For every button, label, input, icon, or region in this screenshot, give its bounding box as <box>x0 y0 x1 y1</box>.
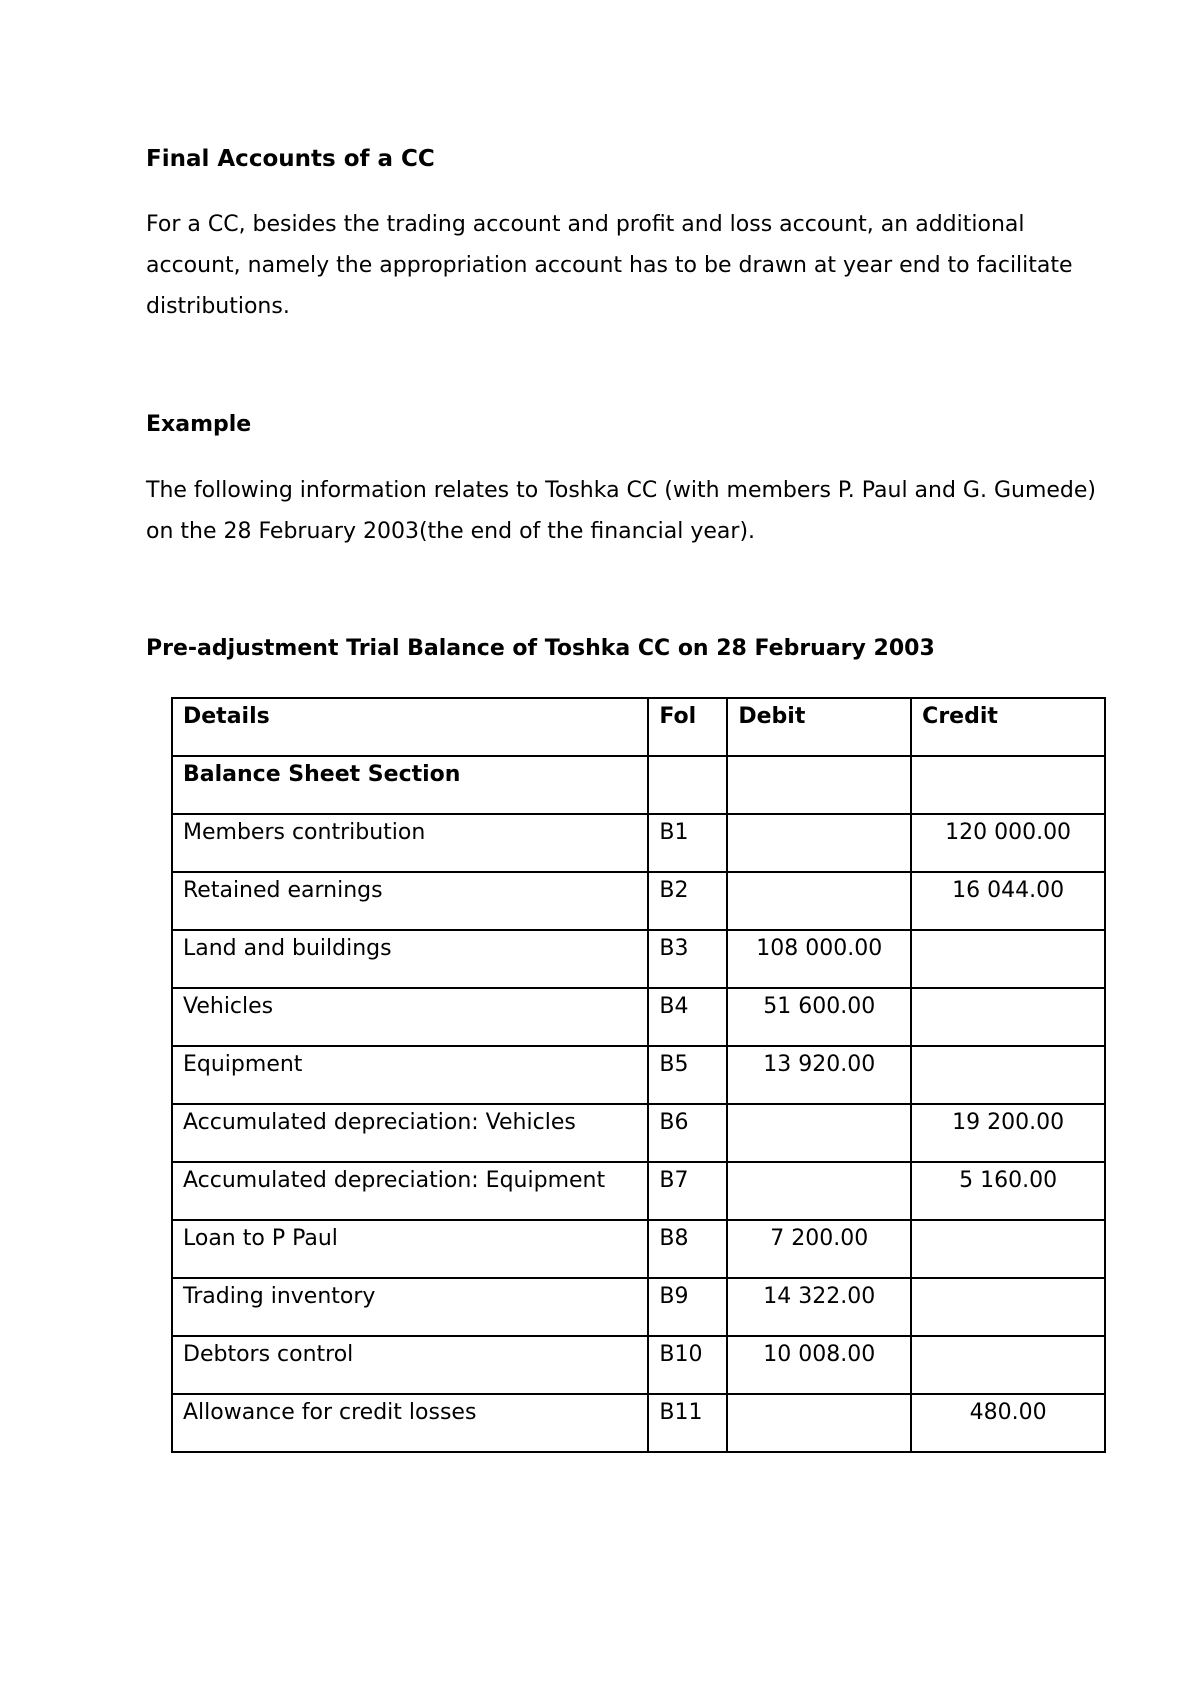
table-row <box>172 930 1105 988</box>
cell-credit <box>911 988 1105 1046</box>
cell-debit: 51 600.00 <box>727 988 911 1046</box>
cell-details: Accumulated depreciation: Vehicles <box>172 1104 648 1162</box>
cell-credit: 120 000.00 <box>911 814 1105 872</box>
cell-details: Debtors control <box>172 1336 648 1394</box>
cell-debit: 10 008.00 <box>727 1336 911 1394</box>
section-debit <box>727 756 911 814</box>
example-paragraph: The following information relates to Toshka CC (with members P. Paul and G. Gumede) on the 28 February 2003(the end of the financial year). <box>146 478 1097 544</box>
cell-details: Equipment <box>172 1046 648 1104</box>
cell-fol: B7 <box>648 1162 727 1220</box>
cell-credit: 480.00 <box>911 1394 1105 1452</box>
header-debit: Debit <box>727 698 911 756</box>
table-row <box>172 1394 1105 1452</box>
cell-fol: B8 <box>648 1220 727 1278</box>
table-row <box>172 1162 1105 1220</box>
table-title: Pre-adjustment Trial Balance of Toshka CC on 28 February 2003 <box>146 636 935 661</box>
cell-credit <box>911 1046 1105 1104</box>
section-credit <box>911 756 1105 814</box>
cell-credit <box>911 1220 1105 1278</box>
cell-credit <box>911 1336 1105 1394</box>
cell-fol: B5 <box>648 1046 727 1104</box>
example-heading: Example <box>146 412 252 437</box>
table-row <box>172 1336 1105 1394</box>
intro-paragraph: For a CC, besides the trading account and profit and loss account, an additional account, namely the appropriation account has to be drawn at year end to facilitate distributions. <box>146 212 1073 319</box>
cell-details: Land and buildings <box>172 930 648 988</box>
cell-fol: B1 <box>648 814 727 872</box>
cell-fol: B3 <box>648 930 727 988</box>
table-row <box>172 814 1105 872</box>
cell-fol: B9 <box>648 1278 727 1336</box>
cell-credit <box>911 1278 1105 1336</box>
cell-credit: 19 200.00 <box>911 1104 1105 1162</box>
header-details: Details <box>172 698 648 756</box>
cell-credit <box>911 930 1105 988</box>
cell-details: Vehicles <box>172 988 648 1046</box>
cell-debit <box>727 814 911 872</box>
header-fol: Fol <box>648 698 727 756</box>
cell-fol: B10 <box>648 1336 727 1394</box>
table-row <box>172 1278 1105 1336</box>
cell-credit: 16 044.00 <box>911 872 1105 930</box>
cell-fol: B6 <box>648 1104 727 1162</box>
cell-details: Trading inventory <box>172 1278 648 1336</box>
table-row <box>172 1104 1105 1162</box>
cell-details: Accumulated depreciation: Equipment <box>172 1162 648 1220</box>
cell-debit: 13 920.00 <box>727 1046 911 1104</box>
cell-details: Retained earnings <box>172 872 648 930</box>
cell-details: Loan to P Paul <box>172 1220 648 1278</box>
cell-details: Members contribution <box>172 814 648 872</box>
header-credit: Credit <box>911 698 1105 756</box>
cell-debit <box>727 1394 911 1452</box>
table-row <box>172 988 1105 1046</box>
table-row <box>172 1220 1105 1278</box>
table-row <box>172 1046 1105 1104</box>
section-fol <box>648 756 727 814</box>
cell-debit: 14 322.00 <box>727 1278 911 1336</box>
cell-fol: B2 <box>648 872 727 930</box>
cell-debit: 7 200.00 <box>727 1220 911 1278</box>
section-row <box>172 756 1105 814</box>
table-header-row <box>172 698 1105 756</box>
cell-debit <box>727 872 911 930</box>
cell-debit <box>727 1162 911 1220</box>
page-title: Final Accounts of a CC <box>146 146 435 172</box>
table-row <box>172 872 1105 930</box>
section-label: Balance Sheet Section <box>172 756 648 814</box>
cell-debit <box>727 1104 911 1162</box>
cell-details: Allowance for credit losses <box>172 1394 648 1452</box>
cell-debit: 108 000.00 <box>727 930 911 988</box>
cell-fol: B4 <box>648 988 727 1046</box>
cell-fol: B11 <box>648 1394 727 1452</box>
cell-credit: 5 160.00 <box>911 1162 1105 1220</box>
trial-balance-table <box>171 697 1106 1453</box>
